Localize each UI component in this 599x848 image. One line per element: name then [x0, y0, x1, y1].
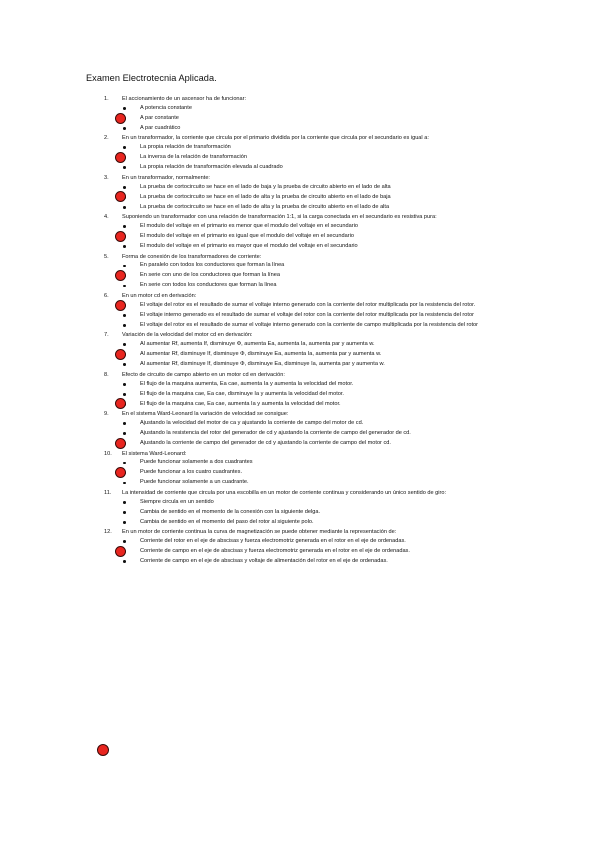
selected-answer-mark — [115, 546, 126, 557]
bullet-icon — [123, 324, 126, 327]
question-item — [0, 529, 599, 565]
bullet-icon — [123, 107, 126, 110]
answer-option-text: En serie con todos los conductores que forman la línea — [140, 282, 277, 289]
answer-option — [140, 391, 512, 398]
bullet-icon — [123, 186, 126, 189]
bullet-icon — [123, 127, 126, 130]
question-text: Suponiendo un transformador con una relación de transformación 1:1, si la carga conectada en el secundario es resistiva pura: — [122, 214, 437, 221]
bullet-icon — [123, 501, 126, 504]
answer-option — [140, 243, 512, 250]
answer-option — [140, 164, 512, 171]
answer-option — [140, 420, 512, 427]
bullet-icon — [123, 206, 126, 209]
answer-option — [140, 144, 512, 151]
answer-options — [0, 499, 599, 526]
answer-option-text: Cambia de sentido en el momento del paso del rotor al siguiente polo. — [140, 518, 314, 525]
answer-option — [140, 401, 512, 408]
answer-option-text: Al aumentar Rf, disminuye If, disminuye Φ, disminuye Ea, disminuye Ia, aumenta par y aumenta w. — [140, 361, 385, 368]
bullet-icon — [123, 462, 126, 465]
selected-answer-mark — [115, 152, 126, 163]
answer-option — [140, 322, 512, 329]
bullet-icon — [123, 166, 126, 169]
answer-options — [0, 420, 599, 447]
question-item — [0, 293, 599, 329]
question-item — [0, 372, 599, 408]
question-item — [0, 411, 599, 447]
answer-option-text: Puede funcionar solamente a dos cuadrantes — [140, 459, 253, 466]
answer-options — [0, 538, 599, 565]
question-text: En un motor de corriente continua la curva de magnetización se puede obtener mediante la representación de: — [122, 529, 397, 536]
answer-option — [140, 223, 512, 230]
question-list — [0, 96, 599, 569]
answer-option-text: Ajustando la velocidad del motor de ca y ajustando la corriente de campo del motor de cd. — [140, 419, 364, 426]
answer-option-text: El flujo de la maquina aumenta, Ea cae, aumenta Ia y aumenta la velocidad del motor. — [140, 380, 354, 387]
bullet-icon — [123, 285, 126, 288]
answer-option-text: La prueba de cortocircuito se hace en el lado de alta y la prueba de circuito abierto en el lado de baja — [140, 193, 391, 200]
question-item — [0, 96, 599, 132]
page-title: Examen Electrotecnia Aplicada. — [86, 73, 217, 83]
question-item — [0, 451, 599, 487]
bullet-icon — [123, 245, 126, 248]
answer-option — [140, 312, 512, 319]
answer-option-text: La prueba de cortocircuito se hace en el lado de baja y la prueba de circuito abierto en el lado de alta — [140, 183, 391, 190]
selected-answer-mark — [115, 270, 126, 281]
bullet-icon — [123, 482, 126, 485]
answer-option — [140, 440, 512, 447]
bullet-icon — [123, 363, 126, 366]
answer-options — [0, 302, 599, 329]
question-item — [0, 332, 599, 368]
answer-option — [140, 459, 512, 466]
answer-options — [0, 184, 599, 211]
answer-option — [140, 194, 512, 201]
answer-options — [0, 381, 599, 408]
answer-options — [0, 144, 599, 171]
selected-answer-mark — [115, 349, 126, 360]
answer-option — [140, 341, 512, 348]
answer-option-text: El voltaje del rotor es el resultado de sumar el voltaje interno generado con la corriente de campo multiplicada por la resistencia del rotor — [140, 321, 478, 328]
answer-option-text: A potencia constante — [140, 104, 192, 111]
question-number: 4. — [104, 214, 109, 221]
answer-option-text: Al aumentar Rf, disminuye If, disminuye Φ, disminuye Ea, aumenta Ia, aumenta par y aumenta w. — [140, 351, 382, 358]
bullet-icon — [123, 314, 126, 317]
answer-option-text: La propia relación de transformación elevada al cuadrado — [140, 164, 283, 171]
answer-option-text: La propia relación de transformación — [140, 144, 231, 151]
question-number: 12. — [104, 529, 112, 536]
selected-answer-mark — [115, 231, 126, 242]
answer-option — [140, 204, 512, 211]
selected-answer-mark — [115, 438, 126, 449]
answer-options — [0, 223, 599, 250]
question-number: 10. — [104, 450, 112, 457]
answer-option — [140, 361, 512, 368]
answer-option-text: La inversa de la relación de transformación — [140, 154, 247, 161]
question-text: En el sistema Ward-Leonard la variación de velocidad se consigue: — [122, 411, 289, 418]
answer-option-text: Cambia de sentido en el momento de la conexión con la siguiente delga. — [140, 508, 321, 515]
bullet-icon — [123, 343, 126, 346]
selected-answer-mark — [115, 467, 126, 478]
bullet-icon — [123, 383, 126, 386]
answer-option-text: La prueba de cortocircuito se hace en el lado de alta y la prueba de circuito abierto en el lado de alta — [140, 203, 390, 210]
answer-option — [140, 538, 512, 545]
question-text: Efecto de circuito de campo abierto en un motor cd en derivación: — [122, 371, 285, 378]
bullet-icon — [123, 225, 126, 228]
answer-option-text: El flujo de la maquina cae, Ea cae, disminuye Ia y aumenta la velocidad del motor. — [140, 390, 344, 397]
answer-option — [140, 272, 512, 279]
selected-answer-mark — [115, 113, 126, 124]
question-item — [0, 490, 599, 526]
question-text: El sistema Ward-Leonard: — [122, 450, 187, 457]
answer-option-text: El modulo del voltaje en el primario es igual que el modulo del voltaje en el secundario — [140, 232, 354, 239]
question-number: 3. — [104, 174, 109, 181]
bullet-icon — [123, 521, 126, 524]
answer-options — [0, 105, 599, 132]
answer-option-text: En paralelo con todos los conductores que forman la línea — [140, 262, 285, 269]
answer-option — [140, 233, 512, 240]
answer-option — [140, 302, 512, 309]
answer-option-text: Ajustando la corriente de campo del generador de cd y ajustando la corriente de campo del motor cd. — [140, 439, 391, 446]
question-text: El accionamiento de un ascensor ha de funcionar: — [122, 96, 247, 102]
question-number: 5. — [104, 253, 109, 260]
answer-option-text: El voltaje del rotor es el resultado de sumar el voltaje interno generado con la corriente del rotor multiplicada por la resistencia del rotor. — [140, 301, 476, 308]
answer-option — [140, 115, 512, 122]
question-number: 8. — [104, 371, 109, 378]
answer-option-text: Puede funcionar a los cuatro cuadrantes. — [140, 469, 242, 476]
question-text: La intensidad de corriente que circula por una escobilla en un motor de corriente continua y considerando un único sentido de giro: — [122, 489, 447, 496]
answer-option — [140, 184, 512, 191]
question-item — [0, 175, 599, 211]
answer-option-text: A par cuadrático — [140, 124, 181, 131]
answer-option — [140, 154, 512, 161]
answer-option — [140, 351, 512, 358]
bullet-icon — [123, 146, 126, 149]
answer-option-text: Siempre circula en un sentido — [140, 498, 214, 505]
bullet-icon — [123, 393, 126, 396]
question-item — [0, 254, 599, 290]
answer-option — [140, 479, 512, 486]
answer-option — [140, 548, 512, 555]
answer-option — [140, 125, 512, 132]
answer-options — [0, 459, 599, 486]
answer-options — [0, 341, 599, 368]
bullet-icon — [123, 560, 126, 563]
answer-option — [140, 262, 512, 269]
answer-option-text: El flujo de la maquina cae, Ea cae, aumenta Ia y aumenta la velocidad del motor. — [140, 400, 341, 407]
answer-option — [140, 519, 512, 526]
question-text: En un transformador, la corriente que circula por el primario dividida por la corriente que circula por el secundario es igual a: — [122, 135, 429, 142]
bullet-icon — [123, 511, 126, 514]
answer-option-text: En serie con uno de los conductores que forman la línea — [140, 272, 280, 279]
question-item — [0, 135, 599, 171]
answer-option-text: Al aumentar Rf, aumenta If, disminuye Φ, aumenta Ea, aumenta Ia, aumenta par y aumenta w. — [140, 341, 375, 348]
question-number: 1. — [104, 96, 109, 102]
answer-option-text: El modulo del voltaje en el primario es menor que el modulo del voltaje en el secundario — [140, 222, 358, 229]
answer-option — [140, 381, 512, 388]
question-number: 6. — [104, 292, 109, 299]
question-number: 2. — [104, 135, 109, 142]
answer-option — [140, 282, 512, 289]
answer-option-text: Ajustando la resistencia del rotor del generador de cd y ajustando la corriente de campo del generador de cd. — [140, 429, 411, 436]
question-number: 11. — [104, 489, 112, 496]
answer-options — [0, 262, 599, 289]
question-text: En un transformador, normalmente: — [122, 174, 210, 181]
answer-option-text: Puede funcionar solamente a un cuadrante. — [140, 479, 249, 486]
answer-option-text: Corriente de campo en el eje de abscisas y voltaje de alimentación del rotor en el eje de ordenadas. — [140, 558, 388, 565]
answer-option-text: Corriente de campo en el eje de abscisas y fuerza electromotriz generada en el rotor en el eje de ordenadas. — [140, 548, 410, 555]
question-number: 7. — [104, 332, 109, 339]
bullet-icon — [123, 265, 126, 268]
answer-option — [140, 499, 512, 506]
answer-option — [140, 509, 512, 516]
answer-option-text: Corriente del rotor en el eje de abscisas y fuerza electromotriz generada en el rotor en el eje de ordenadas. — [140, 538, 406, 545]
bullet-icon — [123, 422, 126, 425]
selected-answer-mark — [115, 398, 126, 409]
answer-option-text: A par constante — [140, 114, 179, 121]
answer-option-text: El voltaje interno generado es el resultado de sumar el voltaje del rotor con la corriente del rotor multiplicada por la resistencia del rotor — [140, 311, 474, 318]
question-text: En un motor cd en derivación: — [122, 292, 197, 299]
bullet-icon — [123, 432, 126, 435]
stray-answer-mark — [97, 744, 109, 756]
selected-answer-mark — [115, 300, 126, 311]
selected-answer-mark — [115, 191, 126, 202]
answer-option — [140, 105, 512, 112]
answer-option — [140, 430, 512, 437]
question-number: 9. — [104, 411, 109, 418]
answer-option — [140, 469, 512, 476]
question-text: Forma de conexión de los transformadores de corriente: — [122, 253, 262, 260]
bullet-icon — [123, 540, 126, 543]
answer-option — [140, 558, 512, 565]
answer-option-text: El modulo del voltaje en el primario es mayor que el modulo del voltaje en el secundario — [140, 242, 358, 249]
question-item — [0, 214, 599, 250]
question-text: Variación de la velocidad del motor cd en derivación: — [122, 332, 253, 339]
